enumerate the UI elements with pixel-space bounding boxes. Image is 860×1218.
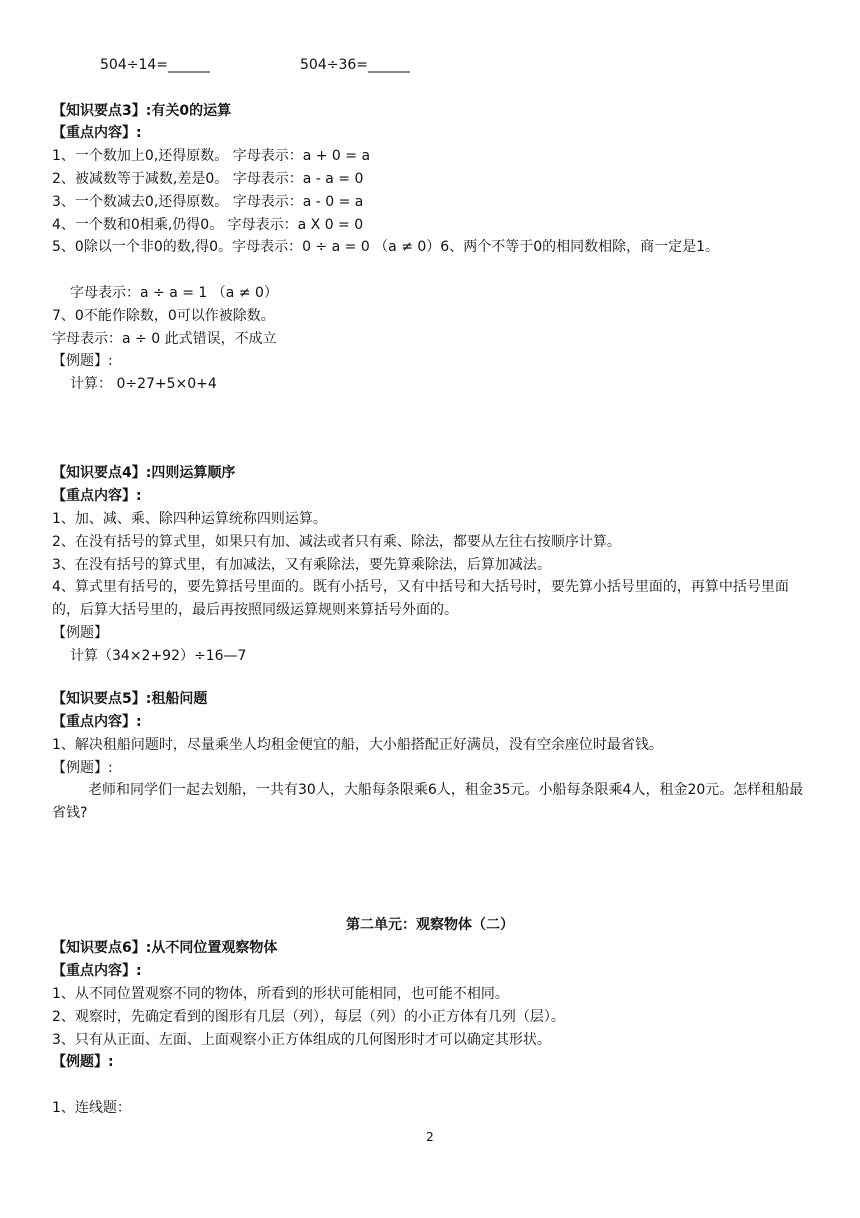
kp6-item-2: 2、观察时，先确定看到的图形有几层（列），每层（列）的小正方体有几列（层）。 — [52, 1009, 565, 1025]
page-number: 2 — [426, 1130, 434, 1144]
kp6-item-1: 1、从不同位置观察不同的物体，所看到的形状可能相同，也可能不相同。 — [52, 986, 509, 1002]
kp5-example-problem: 老师和同学们一起去划船，一共有30人，大船每条限乘6人，租金35元。小船每条限乘4人，租金20元。怎样租船最省钱? — [52, 782, 804, 821]
kp3-item-6-formula: 字母表示：a ÷ a = 1 （a ≠ 0） — [70, 285, 278, 301]
kp4-item-3: 3、在没有括号的算式里，有加减法，又有乘除法，要先算乘除法，后算加减法。 — [52, 557, 551, 573]
calc-question-2: 504÷36=______ — [300, 57, 410, 73]
calc-question-1: 504÷14=______ — [100, 57, 210, 73]
kp5-key-content-heading: 【重点内容】: — [52, 714, 142, 730]
kp3-example-heading: 【例题】: — [52, 353, 113, 369]
kp5-example-heading: 【例题】: — [52, 760, 113, 776]
kp3-item-7: 7、0不能作除数，0可以作被除数。 — [52, 308, 275, 324]
kp6-example-heading: 【例题】: — [52, 1054, 114, 1070]
kp3-item-5: 5、0除以一个非0的数,得0。字母表示：0 ÷ a = 0 （a ≠ 0）6、两个不等于0的相同数相除，商一定是1。 — [52, 239, 720, 255]
kp5-title: 【知识要点5】:租船问题 — [52, 691, 208, 707]
kp4-item-1: 1、加、减、乘、除四种运算统称四则运算。 — [52, 511, 327, 527]
unit2-title: 第二单元：观察物体（二） — [346, 917, 514, 933]
kp3-example-calc: 计算： 0÷27+5×0+4 — [70, 376, 217, 392]
kp6-item-3: 3、只有从正面、左面、上面观察小正方体组成的几何图形时才可以确定其形状。 — [52, 1032, 551, 1048]
kp3-item-2: 2、被减数等于减数,差是0。 字母表示：a - a = 0 — [52, 171, 364, 187]
kp4-example-heading: 【例题】 — [52, 625, 108, 641]
kp5-item-1: 1、解决租船问题时，尽量乘坐人均租金便宜的船，大小船搭配正好满员，没有空余座位时最省钱。 — [52, 737, 663, 753]
kp3-item-8: 字母表示：a ÷ 0 此式错误，不成立 — [52, 331, 277, 347]
kp3-title: 【知识要点3】:有关0的运算 — [52, 103, 232, 119]
kp4-title: 【知识要点4】:四则运算顺序 — [52, 465, 236, 481]
kp6-question-1: 1、连线题： — [52, 1100, 131, 1116]
kp4-key-content-heading: 【重点内容】: — [52, 488, 142, 504]
kp3-item-3: 3、一个数减去0,还得原数。 字母表示：a - 0 = a — [52, 194, 364, 210]
kp3-item-1: 1、一个数加上0,还得原数。 字母表示：a + 0 = a — [52, 148, 371, 164]
kp4-item-4: 4、算式里有括号的，要先算括号里面的。既有小括号，又有中括号和大括号时，要先算小括号里面的，再算中括号里面的，后算大括号里的，最后再按照同级运算规则来算括号外面的。 — [52, 579, 789, 618]
kp4-example-calc: 计算（34×2+92）÷16—7 — [70, 648, 247, 664]
kp4-item-2: 2、在没有括号的算式里，如果只有加、减法或者只有乘、除法，都要从左往右按顺序计算。 — [52, 534, 621, 550]
kp6-key-content-heading: 【重点内容】: — [52, 963, 142, 979]
kp6-title: 【知识要点6】:从不同位置观察物体 — [52, 940, 278, 956]
kp3-key-content-heading: 【重点内容】: — [52, 125, 142, 141]
kp3-item-4: 4、一个数和0相乘,仍得0。 字母表示：a X 0 = 0 — [52, 217, 364, 233]
